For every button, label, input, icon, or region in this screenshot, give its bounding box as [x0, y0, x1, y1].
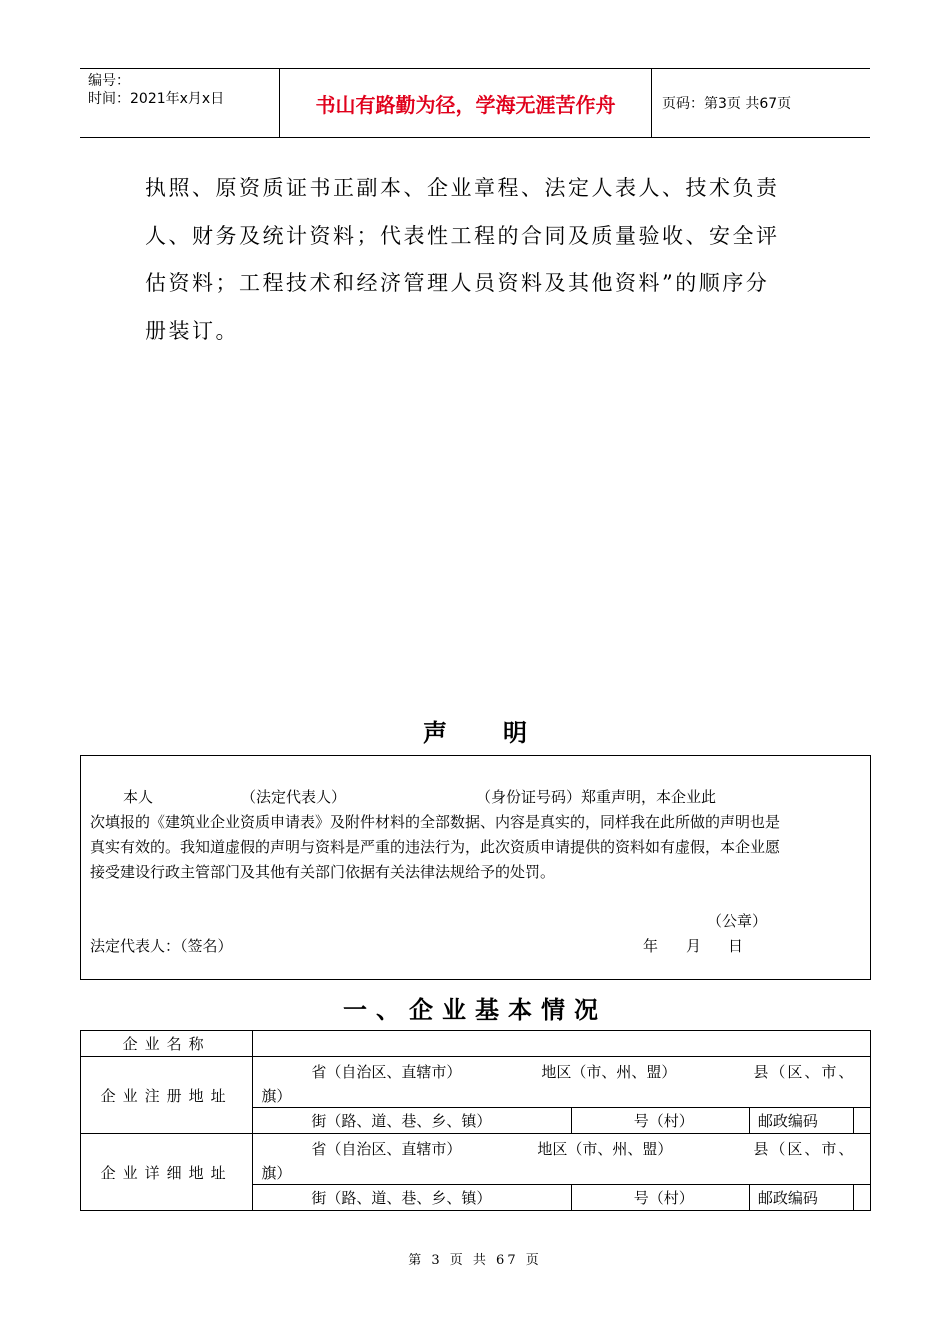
postcode-field[interactable] [854, 1108, 871, 1134]
postcode-label: 邮政编码 [749, 1108, 853, 1134]
body-line: 人、财务及统计资料；代表性工程的合同及质量验收、安全评 [145, 223, 780, 248]
banner-label: 旗） [261, 1087, 292, 1105]
banner-label: 旗） [261, 1164, 292, 1182]
company-name-field[interactable] [253, 1031, 871, 1057]
street-label: 街（路、道、巷、乡、镇） [253, 1185, 571, 1211]
table-row [81, 1134, 871, 1185]
seal-label: （公章） [707, 912, 768, 930]
body-line: 执照、原资质证书正副本、企业章程、法定人表人、技术负责 [145, 176, 780, 200]
postcode-field[interactable] [854, 1185, 871, 1211]
declaration-text-line: 次填报的《建筑业企业资质申请表》及附件材料的全部数据、内容是真实的，同样我在此所做的声明也是 [90, 813, 781, 831]
province-label: 省（自治区、直辖市） [311, 1063, 462, 1081]
section-title: 一、企业基本情况 [343, 996, 607, 1024]
declaration-id-statement: （身份证号码）郑重声明，本企业此 [476, 788, 717, 806]
body-line: 估资料；工程技术和经济管理人员资料及其他资料”的顺序分 [145, 271, 770, 295]
company-name-label: 企业名称 [81, 1031, 253, 1057]
header-page-info: 页码：第3页 共67页 [662, 96, 792, 112]
county-label: 县（区、市、 [753, 1140, 856, 1158]
declaration-box [80, 755, 871, 980]
date-day-label: 日 [728, 937, 744, 955]
house-number-label: 号（村） [571, 1185, 749, 1211]
body-line: 册装订。 [145, 318, 239, 343]
signature-label: 法定代表人：（签名） [90, 937, 233, 955]
province-label: 省（自治区、直辖市） [311, 1140, 462, 1158]
table-row [81, 1031, 871, 1057]
registered-address-region-field[interactable] [253, 1057, 871, 1108]
detail-address-region-field[interactable] [253, 1134, 871, 1185]
document-number-label: 编号： [88, 73, 130, 89]
body-paragraph [145, 165, 815, 355]
header-motto: 书山有路勤为径，学海无涯苦作舟 [280, 69, 652, 137]
document-time: 时间：2021年x月x日 [88, 91, 225, 107]
header-meta [80, 69, 280, 137]
county-label: 县（区、市、 [753, 1063, 856, 1081]
street-label: 街（路、道、巷、乡、镇） [253, 1108, 571, 1134]
region-label: 地区（市、州、盟） [541, 1063, 677, 1081]
region-label: 地区（市、州、盟） [537, 1140, 673, 1158]
company-info-table [80, 1030, 871, 1211]
registered-address-label: 企业注册地址 [81, 1057, 253, 1134]
declaration-legal-rep-label: （法定代表人） [241, 788, 347, 806]
declaration-text-line: 接受建设行政主管部门及其他有关部门依据有关法律法规给予的处罚。 [90, 863, 556, 881]
page-footer: 第 3 页 共 67 页 [408, 1253, 542, 1268]
postcode-label: 邮政编码 [749, 1185, 853, 1211]
house-number-label: 号（村） [571, 1108, 749, 1134]
declaration-self-label: 本人 [123, 788, 154, 806]
table-row [81, 1057, 871, 1108]
declaration-title: 声明 [423, 718, 583, 747]
date-year-label: 年 [643, 937, 659, 955]
date-month-label: 月 [686, 937, 702, 955]
page-header [80, 68, 870, 138]
detail-address-label: 企业详细地址 [81, 1134, 253, 1211]
declaration-text-line: 真实有效的。我知道虚假的声明与资料是严重的违法行为，此次资质申请提供的资料如有虚假，本企业愿 [90, 838, 781, 856]
